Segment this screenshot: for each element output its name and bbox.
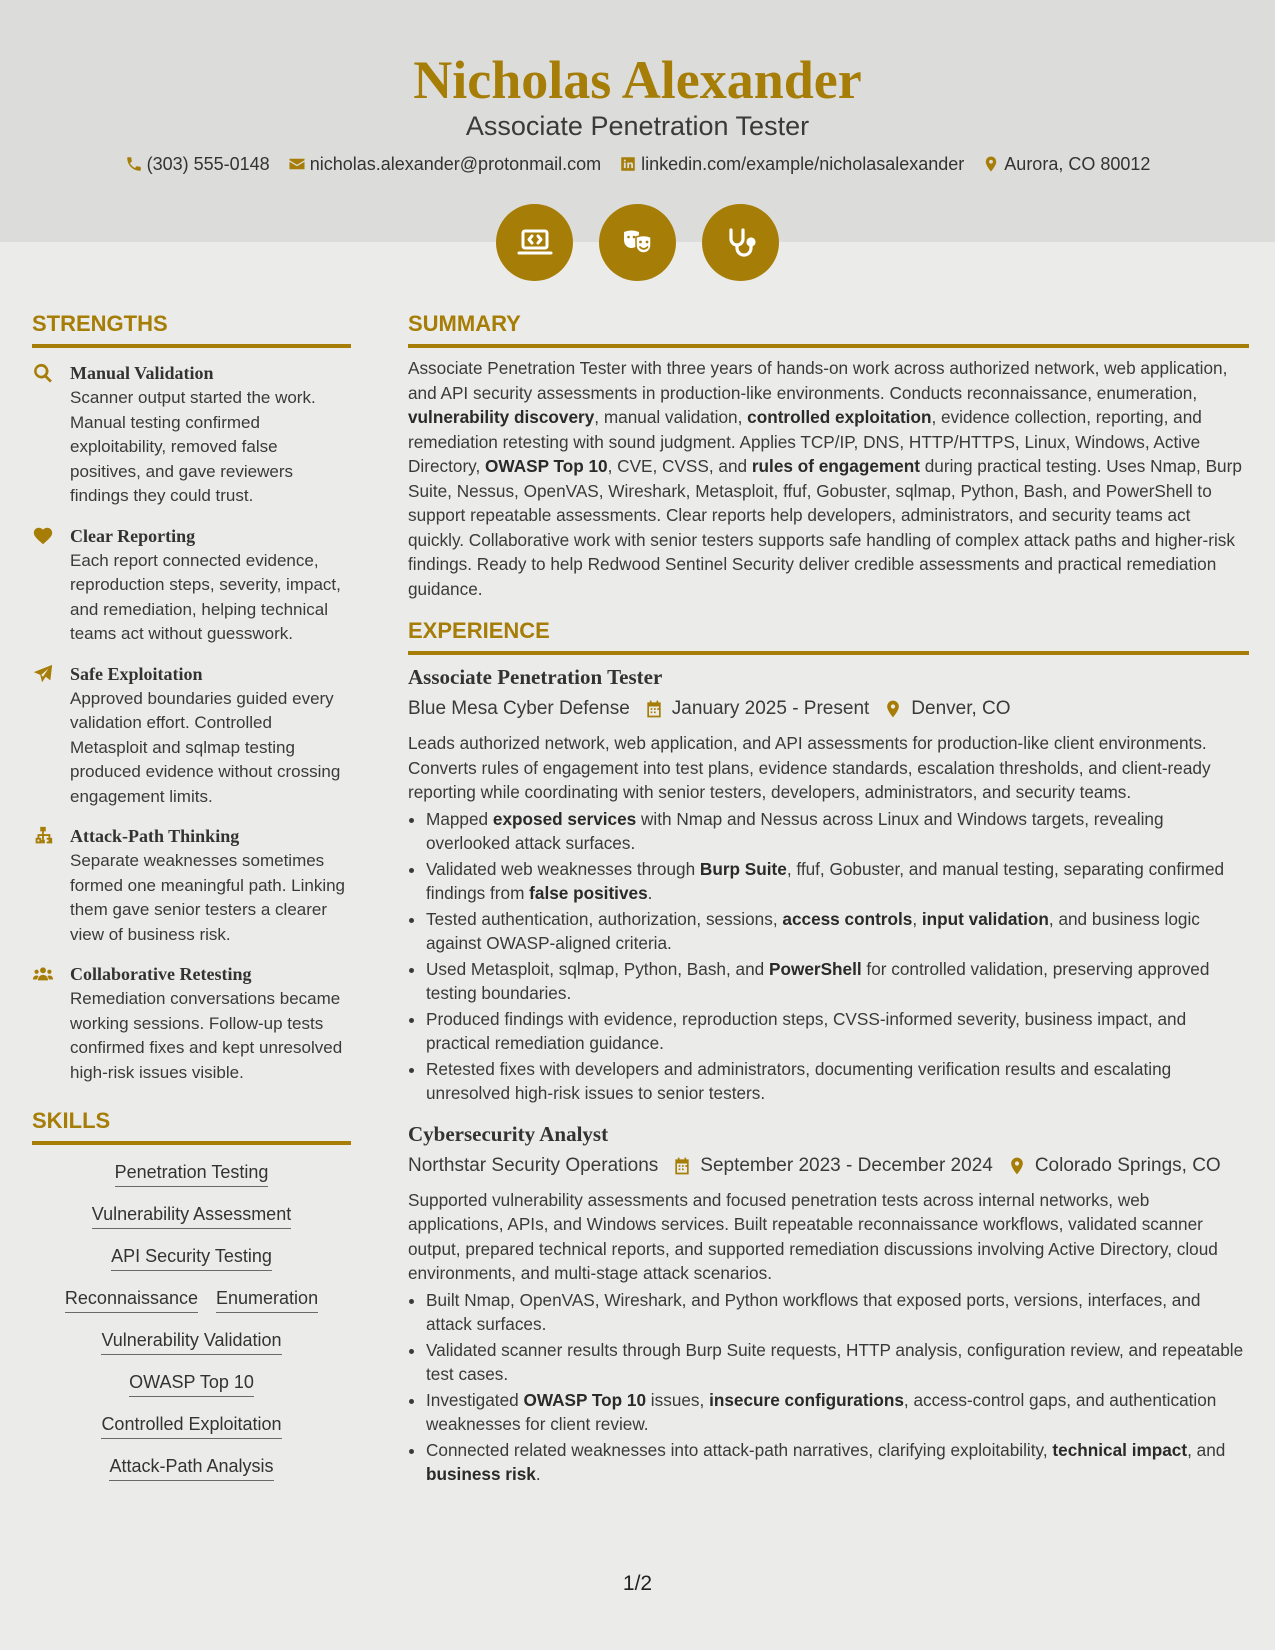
- strength-title: Clear Reporting: [70, 525, 196, 546]
- strength-text: Remediation conversations became working sessions. Follow-up tests confirmed fixes and kept unresolved high-risk issues visible.: [70, 989, 343, 1082]
- skill-tag: Penetration Testing: [115, 1159, 269, 1187]
- list-item: • Retested fixes with developers and administrators, documenting verification results and escalating unresolved high-risk issues to senior testers.: [426, 1057, 1249, 1106]
- skill-row: [32, 1159, 351, 1187]
- skills-list: [32, 1159, 351, 1481]
- envelope-icon: [288, 155, 306, 173]
- strength-title: Attack-Path Thinking: [70, 826, 240, 846]
- skills-heading: SKILLS: [32, 1107, 351, 1145]
- strength-item: [32, 823, 351, 947]
- calendar-icon: [672, 1156, 692, 1176]
- bold-phrase: Burp Suite: [699, 858, 787, 879]
- strength-text: Scanner output started the work. Manual testing confirmed exploitability, removed false positives, and gave reviewers findings they could trust.: [70, 388, 316, 505]
- stethoscope-icon: [702, 204, 779, 281]
- list-item: • Built Nmap, OpenVAS, Wireshark, and Python workflows that exposed ports, versions, interfaces, and attack surfaces.: [426, 1288, 1249, 1337]
- skill-row: [32, 1411, 351, 1439]
- bold-phrase: insecure configurations: [709, 1389, 904, 1410]
- job-location: Colorado Springs, CO: [1034, 1154, 1221, 1176]
- job-meta: [408, 1154, 1249, 1178]
- paper-plane-icon: [32, 663, 54, 685]
- list-item: • Investigated OWASP Top 10 issues, insecure configurations, access-control gaps, and authentication weaknesses for client review.: [426, 1388, 1249, 1437]
- sitemap-icon: [32, 825, 54, 847]
- location-text: Aurora, CO 80012: [1004, 154, 1151, 174]
- skill-row: [32, 1243, 351, 1271]
- linkedin-text: linkedin.com/example/nicholasalexander: [641, 154, 965, 174]
- phone-text: (303) 555-0148: [146, 154, 270, 174]
- bold-phrase: access controls: [782, 908, 913, 929]
- skill-tag: Vulnerability Assessment: [92, 1201, 291, 1229]
- heart-icon: [32, 525, 54, 547]
- job-company: Northstar Security Operations: [408, 1154, 659, 1176]
- contact-phone[interactable]: [125, 152, 270, 176]
- skill-tag: OWASP Top 10: [129, 1369, 254, 1397]
- skill-tag: Attack-Path Analysis: [109, 1453, 273, 1481]
- skill-row: [32, 1453, 351, 1481]
- skill-tag: Reconnaissance: [65, 1285, 198, 1313]
- skill-row: [32, 1201, 351, 1229]
- bold-phrase: input validation: [921, 908, 1049, 929]
- job-title: Associate Penetration Tester: [408, 665, 663, 689]
- strength-item: [32, 961, 351, 1085]
- strength-title: Collaborative Retesting: [70, 964, 252, 984]
- skill-row: [32, 1369, 351, 1397]
- list-item: • Connected related weaknesses into attack-path narratives, clarifying exploitability, technical impact, and business risk.: [426, 1438, 1249, 1487]
- strength-text: Approved boundaries guided every validation effort. Controlled Metasploit and sqlmap testing produced evidence without crossing engagement limits.: [70, 688, 341, 806]
- job-bullets: [408, 807, 1249, 1106]
- map-pin-icon: [1007, 1156, 1027, 1176]
- candidate-title: Associate Penetration Tester: [465, 111, 810, 141]
- bold-phrase: business risk: [426, 1464, 536, 1484]
- strength-title: Manual Validation: [70, 363, 214, 383]
- strength-title: Safe Exploitation: [70, 663, 203, 684]
- phone-icon: [125, 155, 143, 173]
- job-meta: [408, 697, 1249, 721]
- bold-phrase: OWASP Top 10: [523, 1389, 647, 1410]
- summary-text: Associate Penetration Tester with three years of hands-on work across authorized network, web application, and API security assessments in production-like environments. Conducts reconnaissance, enumeration, vulnerability discovery, manual validation, controlled exploitation, evidence collection, reporting, and remediation retesting with sound judgment. Applies TCP/IP, DNS, HTTP/HTTPS, Linux, Windows, Active Directory, OWASP Top 10, CVE, CVSS, and rules of engagement during practical testing. Uses Nmap, Burp Suite, Nessus, OpenVAS, Wireshark, Metasploit, ffuf, Gobuster, sqlmap, Python, Bash, and PowerShell to support repeatable assessments. Clear reports help developers, administrators, and security teams act quickly. Collaborative work with senior testers supports safe handling of complex attack paths and higher-risk findings. Ready to help Redwood Sentinel Security deliver credible assessments and practical remediation guidance.: [408, 358, 1242, 599]
- page-number: 1/2: [622, 1572, 653, 1595]
- skill-row: [32, 1327, 351, 1355]
- email-text: nicholas.alexander@protonmail.com: [309, 154, 602, 174]
- contact-location: [982, 152, 1150, 176]
- bold-phrase: rules of engagement: [751, 456, 920, 476]
- linkedin-icon: [619, 155, 637, 173]
- job-bullets: [408, 1288, 1249, 1487]
- skill-tag: Vulnerability Validation: [101, 1327, 281, 1355]
- candidate-name: Nicholas Alexander: [413, 50, 862, 110]
- calendar-icon: [644, 699, 664, 719]
- skill-tag: Enumeration: [216, 1285, 318, 1313]
- search-icon: [32, 362, 54, 384]
- job-entry: [408, 1120, 1249, 1487]
- job-dates: January 2025 - Present: [671, 698, 870, 719]
- list-item: • Produced findings with evidence, reproduction steps, CVSS-informed severity, business impact, and practical remediation guidance.: [426, 1007, 1249, 1056]
- job-title: Cybersecurity Analyst: [408, 1121, 609, 1146]
- skill-tag: API Security Testing: [111, 1243, 272, 1271]
- list-item: • Validated scanner results through Burp Suite requests, HTTP analysis, configuration review, and repeatable test cases.: [426, 1338, 1249, 1387]
- summary-heading: SUMMARY: [408, 310, 1249, 348]
- bold-phrase: PowerShell: [768, 958, 862, 979]
- experience-heading: EXPERIENCE: [408, 617, 1249, 655]
- users-icon: [32, 963, 54, 985]
- bold-phrase: false positives: [529, 883, 648, 903]
- right-column: [408, 310, 1249, 1487]
- skill-row: [32, 1285, 351, 1313]
- strength-item: [32, 523, 351, 647]
- laptop-code-icon: [496, 204, 573, 281]
- job-dates: September 2023 - December 2024: [700, 1154, 993, 1176]
- bold-phrase: OWASP Top 10: [485, 456, 608, 476]
- bold-phrase: exposed services: [492, 808, 637, 829]
- skill-tag: Controlled Exploitation: [101, 1411, 281, 1439]
- strength-text: Each report connected evidence, reproduction steps, severity, impact, and remediation, helping technical teams act without guesswork.: [70, 550, 341, 643]
- list-item: • Tested authentication, authorization, sessions, access controls, input validation, and business logic against OWASP-aligned criteria.: [426, 907, 1249, 956]
- bold-phrase: controlled exploitation: [747, 407, 932, 427]
- contact-bar: [0, 152, 1275, 176]
- strength-item: [32, 661, 351, 810]
- icon-badges: [0, 204, 1275, 281]
- list-item: • Mapped exposed services with Nmap and Nessus across Linux and Windows targets, revealing overlooked attack surfaces.: [426, 807, 1249, 856]
- list-item: • Validated web weaknesses through Burp Suite, ffuf, Gobuster, and manual testing, separating confirmed findings from false positives.: [426, 857, 1249, 906]
- map-pin-icon: [982, 155, 1000, 173]
- job-description: Leads authorized network, web application, and API assessments for production-like client environments. Converts rules of engagement into test plans, evidence standards, escalation thresholds, and client-ready reporting while coordinating with senior testers, developers, administrators, and security teams.: [408, 733, 1211, 802]
- experience-list: [408, 663, 1249, 1487]
- map-pin-icon: [883, 699, 903, 719]
- job-company: Blue Mesa Cyber Defense: [408, 698, 630, 719]
- left-column: [32, 310, 351, 1481]
- bold-phrase: technical impact: [1052, 1439, 1188, 1460]
- list-item: • Used Metasploit, sqlmap, Python, Bash, and PowerShell for controlled validation, preserving approved testing boundaries.: [426, 957, 1249, 1006]
- contact-email[interactable]: [288, 152, 601, 176]
- job-entry: [408, 663, 1249, 1106]
- strength-item: [32, 360, 351, 509]
- job-location: Denver, CO: [911, 698, 1011, 719]
- job-description: Supported vulnerability assessments and focused penetration tests across internal networks, web applications, APIs, and Windows services. Built repeatable reconnaissance workflows, validated scanner output, prepared technical reports, and supported remediation discussions involving Active Directory, cloud environments, and multi-stage attack scenarios.: [408, 1189, 1218, 1283]
- contact-linkedin[interactable]: [619, 152, 964, 176]
- masks-icon: [599, 204, 676, 281]
- strength-text: Separate weaknesses sometimes formed one meaningful path. Linking them gave senior testers a clearer view of business risk.: [70, 851, 346, 944]
- strengths-heading: STRENGTHS: [32, 310, 351, 348]
- strengths-list: [32, 360, 351, 1085]
- bold-phrase: vulnerability discovery: [408, 407, 595, 427]
